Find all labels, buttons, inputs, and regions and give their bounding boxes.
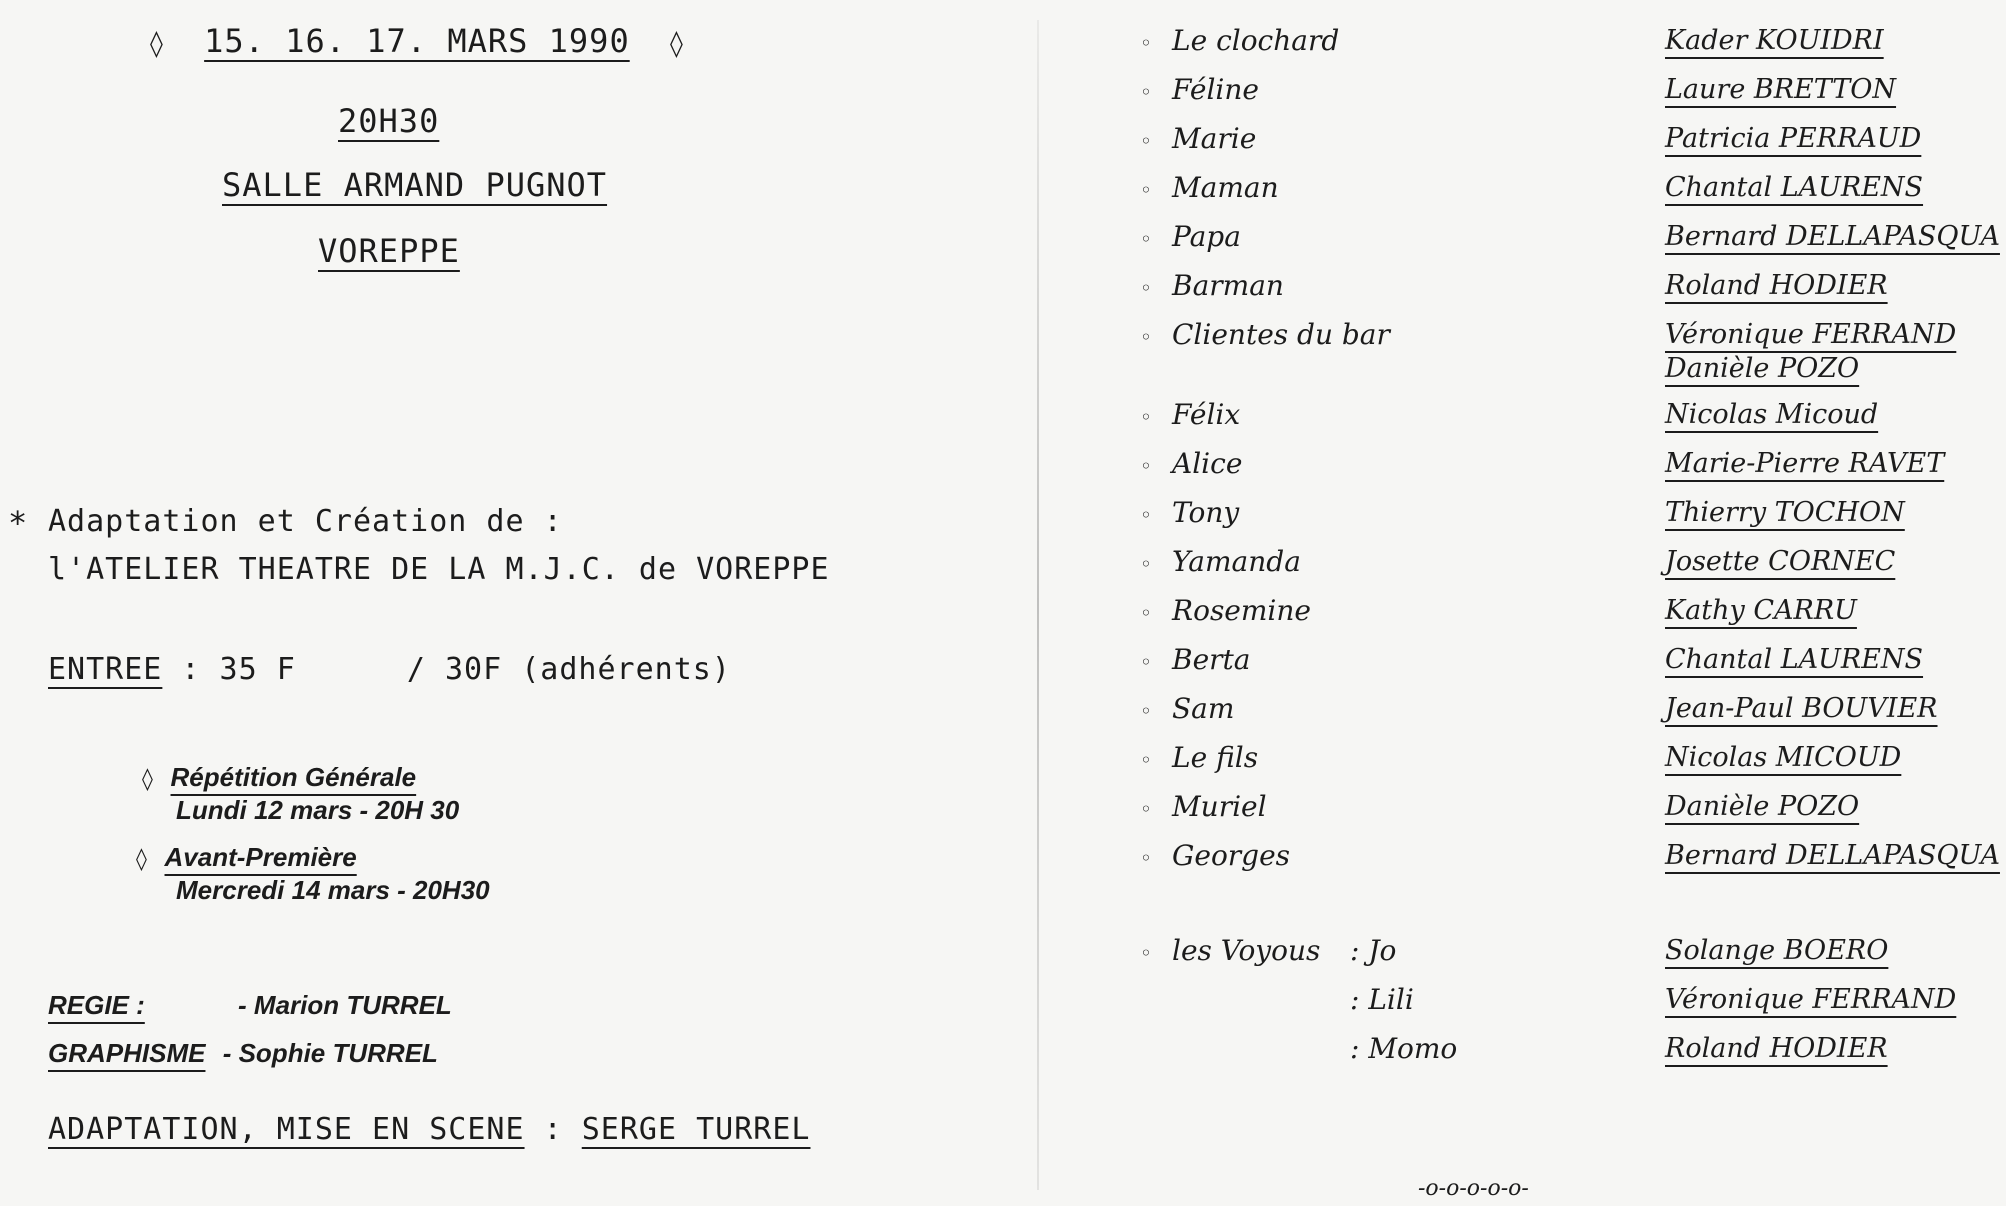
cast-role xyxy=(1140,790,1267,823)
cast-actor xyxy=(1665,496,1905,530)
cast-role xyxy=(1140,171,1279,204)
repetition-title: Répétition Générale xyxy=(170,762,417,792)
cast-role xyxy=(1140,220,1241,253)
cast-row xyxy=(1140,545,2000,594)
actor-name: Roland HODIER xyxy=(1665,270,1888,301)
bullet-icon: ◦ xyxy=(1140,846,1152,870)
diamond-icon: ◊ xyxy=(136,847,147,872)
role-name: Marie xyxy=(1172,122,1257,155)
actor-name: Véronique FERRAND xyxy=(1665,319,1957,350)
actor-name: Nicolas Micoud xyxy=(1665,399,1879,430)
cast-role xyxy=(1140,594,1311,627)
bullet-icon: ◦ xyxy=(1140,276,1152,300)
repetition-generale xyxy=(142,762,459,826)
actor-name: Solange BOERO xyxy=(1665,935,1889,966)
regie-line xyxy=(48,990,452,1021)
venue-name: SALLE ARMAND PUGNOT xyxy=(222,166,608,204)
bullet-icon: ◦ xyxy=(1140,748,1152,772)
regie-value: - Marion TURREL xyxy=(238,990,452,1020)
role-name: Féline xyxy=(1172,73,1259,106)
cast-role xyxy=(1140,496,1239,529)
bullet-icon: ◦ xyxy=(1140,129,1152,153)
cast-actor xyxy=(1665,545,1895,579)
actor-name: Jean-Paul BOUVIER xyxy=(1665,693,1938,724)
role-name: Yamanda xyxy=(1172,545,1301,578)
repetition-when: Lundi 12 mars - 20H 30 xyxy=(176,795,460,825)
diamond-icon: ◊ xyxy=(669,29,684,59)
role-name: Maman xyxy=(1172,171,1279,204)
show-time: 20H30 xyxy=(338,102,440,140)
actor-name: Kader KOUIDRI xyxy=(1665,25,1884,56)
closing-ornament: -o-o-o-o-o- xyxy=(1418,1176,1529,1201)
cast-role xyxy=(1140,398,1240,431)
actor-name: Chantal LAURENS xyxy=(1665,644,1924,675)
cast-role xyxy=(1140,692,1234,725)
cast-actor xyxy=(1665,1032,1888,1066)
actor-name: Patricia PERRAUD xyxy=(1665,123,1922,154)
role-name: Clientes du bar xyxy=(1172,318,1390,351)
cast-actor xyxy=(1665,790,1859,824)
cast-row xyxy=(1140,220,2000,269)
bullet-icon: ◦ xyxy=(1140,227,1152,251)
cast-role xyxy=(1140,545,1301,578)
cast-actor xyxy=(1665,594,1857,628)
cast-role xyxy=(1140,934,1320,967)
role-name: Alice xyxy=(1172,447,1243,480)
cast-row xyxy=(1140,447,2000,496)
bullet-icon: ◦ xyxy=(1140,503,1152,527)
cast-actor xyxy=(1665,318,1956,386)
page-fold xyxy=(1037,20,1039,1190)
cast-actor xyxy=(1665,24,1884,58)
cast-actor xyxy=(1665,741,1901,775)
mise-en-scene-sep: : xyxy=(524,1112,582,1147)
cast-role xyxy=(1140,122,1256,155)
actor-name: Nicolas MICOUD xyxy=(1665,742,1902,773)
cast-role xyxy=(1140,447,1242,480)
avant-premiere-title: Avant-Première xyxy=(164,842,357,872)
bullet-icon: ◦ xyxy=(1140,80,1152,104)
voyou-row xyxy=(1140,934,2000,983)
bullet-icon: ◦ xyxy=(1140,31,1152,55)
cast-actor xyxy=(1665,983,1956,1017)
entree-price: : 35 F xyxy=(162,652,296,687)
graphisme-value: - Sophie TURREL xyxy=(222,1038,438,1068)
bullet-icon: ◦ xyxy=(1140,650,1152,674)
mise-en-scene-line xyxy=(48,1112,810,1147)
bullet-icon: ◦ xyxy=(1140,552,1152,576)
voyou-row xyxy=(1140,983,2000,1032)
cast-row xyxy=(1140,122,2000,171)
cast-actor xyxy=(1665,934,1888,968)
role-name: Georges xyxy=(1172,839,1291,872)
bullet-icon: ◦ xyxy=(1140,178,1152,202)
cast-actor xyxy=(1665,643,1923,677)
cast-actor xyxy=(1665,839,2000,873)
cast-role xyxy=(1140,269,1284,302)
bullet-icon: ◦ xyxy=(1140,325,1152,349)
actor-name: Marie-Pierre RAVET xyxy=(1665,448,1945,479)
cast-actor xyxy=(1665,73,1896,107)
cast-role xyxy=(1140,24,1339,57)
cast-actor xyxy=(1665,398,1878,432)
cast-role xyxy=(1140,643,1250,676)
director-name: SERGE TURREL xyxy=(581,1112,811,1147)
regie-label: REGIE : xyxy=(48,990,145,1020)
actor-name: Véronique FERRAND xyxy=(1665,984,1957,1015)
bullet-icon: ◦ xyxy=(1140,405,1152,429)
cast-actor xyxy=(1665,171,1923,205)
bullet-icon: ◦ xyxy=(1140,797,1152,821)
bullet-icon: ◦ xyxy=(1140,699,1152,723)
mise-en-scene-label: ADAPTATION, MISE EN SCENE xyxy=(48,1112,525,1147)
cast-row xyxy=(1140,643,2000,692)
bullet-icon: ◦ xyxy=(1140,454,1152,478)
voyou-name: : Jo xyxy=(1350,934,1397,967)
cast-actor xyxy=(1665,220,2000,254)
entree-label: ENTREE xyxy=(48,652,163,687)
cast-row xyxy=(1140,171,2000,220)
actor-name: Danièle POZO xyxy=(1665,791,1860,822)
cast-row xyxy=(1140,839,2000,888)
role-name: Tony xyxy=(1172,496,1240,529)
cast-actor xyxy=(1665,122,1921,156)
voyous-list xyxy=(1140,934,2000,1081)
performance-dates: 15. 16. 17. MARS 1990 xyxy=(204,22,630,60)
town-name: VOREPPE xyxy=(318,232,460,270)
role-name: Sam xyxy=(1172,692,1235,725)
graphisme-line xyxy=(48,1038,438,1069)
actor-name: Bernard DELLAPASQUA xyxy=(1665,221,2000,252)
bullet-icon: ◦ xyxy=(1140,941,1152,965)
cast-row xyxy=(1140,398,2000,447)
role-name: Papa xyxy=(1172,220,1241,253)
cast-actor xyxy=(1665,692,1938,726)
date-line xyxy=(150,22,684,60)
actor-name: Kathy CARRU xyxy=(1665,595,1857,626)
voyou-name: : Lili xyxy=(1350,983,1414,1016)
role-name: Muriel xyxy=(1172,790,1267,823)
cast-list xyxy=(1140,24,2000,888)
adaptation-line-1: Adaptation et Création de : xyxy=(48,504,563,539)
entree-reduced-price: / 30F (adhérents) xyxy=(406,652,731,687)
actor-name: Josette CORNEC xyxy=(1665,546,1896,577)
graphisme-label: GRAPHISME xyxy=(48,1038,206,1068)
cast-role xyxy=(1140,741,1258,774)
avant-premiere xyxy=(136,842,490,906)
actor-name: Laure BRETTON xyxy=(1665,74,1897,105)
voyou-row xyxy=(1140,1032,2000,1081)
cast-role xyxy=(1140,839,1290,872)
role-name: Félix xyxy=(1172,398,1241,431)
cast-row xyxy=(1140,692,2000,741)
cast-row xyxy=(1140,594,2000,643)
cast-actor xyxy=(1665,447,1944,481)
voyou-name: : Momo xyxy=(1350,1032,1458,1065)
actor-name: Thierry TOCHON xyxy=(1665,497,1905,528)
cast-row xyxy=(1140,73,2000,122)
role-name: Barman xyxy=(1172,269,1284,302)
role-name: Le fils xyxy=(1172,741,1259,774)
role-name: Berta xyxy=(1172,643,1251,676)
cast-row xyxy=(1140,24,2000,73)
role-name: Rosemine xyxy=(1172,594,1311,627)
cast-actor xyxy=(1665,269,1888,303)
entree-line xyxy=(48,652,731,687)
avant-premiere-when: Mercredi 14 mars - 20H30 xyxy=(176,875,490,905)
actor-name: Roland HODIER xyxy=(1665,1033,1888,1064)
cast-role xyxy=(1140,318,1390,351)
actor-name: Danièle POZO xyxy=(1665,353,1860,384)
actor-name: Bernard DELLAPASQUA xyxy=(1665,840,2000,871)
bullet-icon: ◦ xyxy=(1140,601,1152,625)
adaptation-line-2: l'ATELIER THEATRE DE LA M.J.C. de VOREPPE xyxy=(48,552,830,587)
diamond-icon: ◊ xyxy=(142,767,153,792)
diamond-icon: ◊ xyxy=(150,29,164,59)
role-name: les Voyous xyxy=(1172,934,1321,967)
cast-row xyxy=(1140,318,2000,398)
cast-row xyxy=(1140,269,2000,318)
asterisk-icon: * xyxy=(8,504,28,542)
cast-row xyxy=(1140,741,2000,790)
actor-name: Chantal LAURENS xyxy=(1665,172,1924,203)
role-name: Le clochard xyxy=(1172,24,1340,57)
cast-row xyxy=(1140,496,2000,545)
cast-row xyxy=(1140,790,2000,839)
cast-role xyxy=(1140,73,1259,106)
